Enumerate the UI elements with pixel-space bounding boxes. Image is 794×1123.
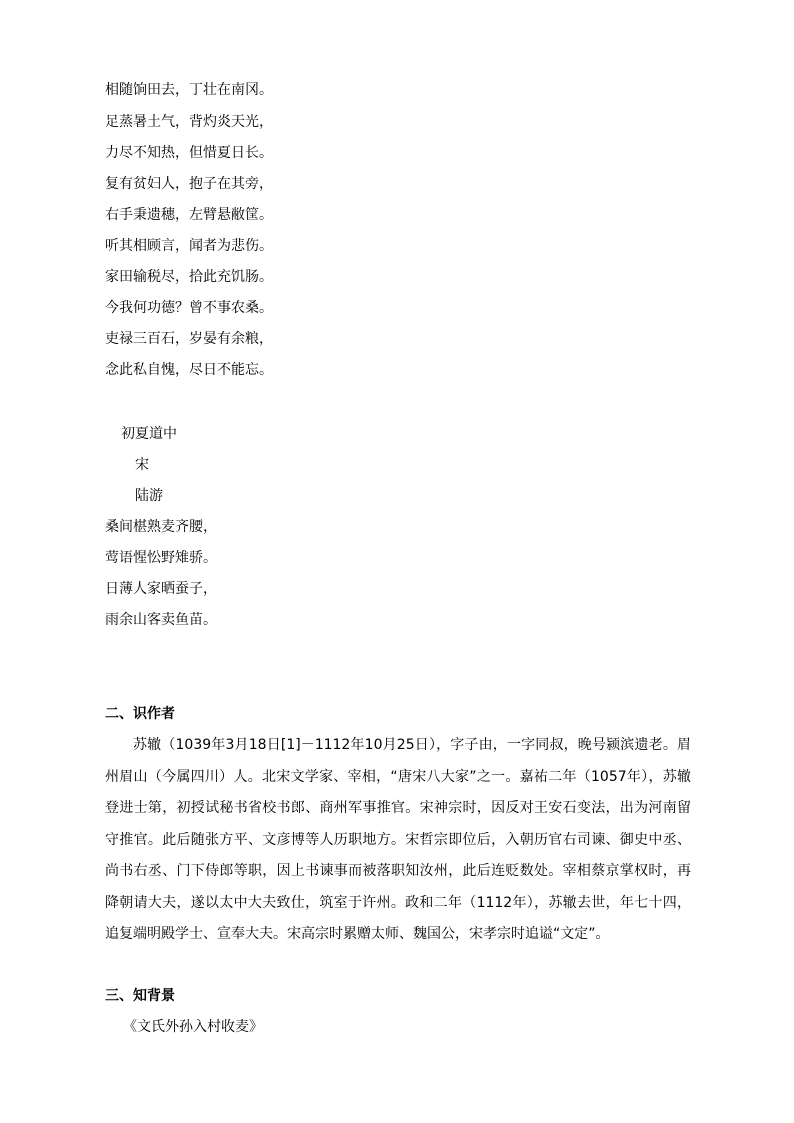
- section-heading-author: 二、识作者: [105, 706, 175, 722]
- section-heading-background: 三、知背景: [105, 988, 175, 1004]
- background-item: 《文氏外孙入村收麦》: [123, 1019, 263, 1035]
- poem-line: 听其相顾言，闻者为悲伤。: [105, 238, 273, 254]
- poem-line: 力尽不知热，但惜夏日长。: [105, 145, 273, 161]
- poem-line: 念此私自愧，尽日不能忘。: [105, 362, 273, 378]
- poem-dynasty: 宋: [135, 457, 149, 473]
- poem-line: 桑间椹熟麦齐腰，: [105, 519, 217, 535]
- poem-line: 吏禄三百石，岁晏有余粮，: [105, 331, 273, 347]
- poem-line: 今我何功德？曾不事农桑。: [105, 300, 273, 316]
- poem-line: 雨余山客卖鱼苗。: [105, 612, 217, 628]
- poem-title: 初夏道中: [121, 426, 177, 442]
- poem-line: 日薄人家晒蚕子，: [105, 581, 217, 597]
- poem-line: 复有贫妇人，抱子在其旁，: [105, 176, 273, 192]
- poem-line: 足蒸暑土气，背灼炎天光，: [105, 114, 273, 130]
- poem-line: 家田输税尽，拾此充饥肠。: [105, 269, 273, 285]
- poem-author: 陆游: [135, 488, 163, 504]
- poem-line: 右手秉遗穗，左臂悬敝筐。: [105, 207, 273, 223]
- author-paragraph: 苏辙（1039年3月18日[1]－1112年10月25日），字子由，一字同叔，晚号颍滨遗老。眉州眉山（今属四川）人。北宋文学家、宰相，“唐宋八大家”之一。嘉祐二年（1057年），苏辙登进士第，初授试秘书省校书郎、商州军事推官。宋神宗时，因反对王安石变法，出为河南留守推官。此后随张方平、文彦博等人历职地方。宋哲宗即位后，入朝历官右司谏、御史中丞、尚书右丞、门下侍郎等职，因上书谏事而被落职知汝州，此后连贬数处。宰相蔡京掌权时，再降朝请大夫，遂以太中大夫致仕，筑室于许州。政和二年（1112年），苏辙去世，年七十四，追复端明殿学士、宣奉大夫。宋高宗时累赠太师、魏国公，宋孝宗时追谥“文定”。: [105, 737, 691, 942]
- poem-line: 莺语惺忪野雉骄。: [105, 550, 217, 566]
- poem-line: 相随饷田去，丁壮在南冈。: [105, 82, 273, 98]
